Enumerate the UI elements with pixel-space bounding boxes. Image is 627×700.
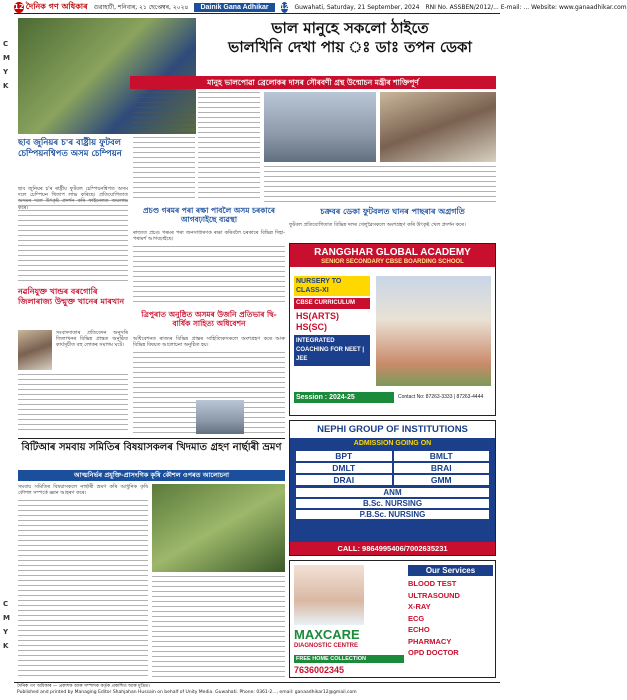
nursery-photo bbox=[152, 484, 285, 572]
maxcare-service-2: ULTRASOUND bbox=[408, 590, 460, 600]
story6-body-lines bbox=[18, 500, 148, 678]
rangghar-title: RANGGHAR GLOBAL ACADEMY bbox=[290, 244, 495, 259]
paper-logo: দৈনিক গণ অধিকাৰ bbox=[25, 1, 88, 11]
story3-title: প্ৰচণ্ড গৰমৰ পৰা ৰক্ষা পাবলৈ অসম চৰকাৰে আগবঢ়াইছে ব্যৱস্থা bbox=[143, 206, 275, 224]
dignitaries-photo bbox=[380, 92, 496, 162]
reg-k-bottom: K bbox=[3, 642, 9, 650]
story2-title: নৱনিযুক্ত খান্ডৰ বৰগোৰি জিলাৰাজ্য উন্মুক্ত খানেৰ মাৰখান bbox=[18, 286, 125, 306]
page-number-badge-2: 12 bbox=[280, 4, 289, 11]
rangghar-nursery: NURSERY TO CLASS-XI bbox=[294, 276, 370, 296]
rangghar-cbse: CBSE CURRICULUM bbox=[294, 298, 370, 309]
story6-rule bbox=[18, 438, 285, 439]
rangghar-session: Session : 2024-25 bbox=[294, 392, 394, 403]
maxcare-doctor-photo bbox=[294, 565, 364, 625]
ad-maxcare bbox=[289, 560, 496, 678]
reg-y-bottom: Y bbox=[3, 628, 9, 636]
story5-title: চক্ৰবৰ ডেকা ফুটবলত ঘানৰ পাছৰাৰ অগ্ৰগতি bbox=[320, 206, 465, 216]
reg-k: K bbox=[3, 82, 9, 90]
rangghar-coaching: INTEGRATED COACHING FOR NEET | JEE bbox=[294, 335, 370, 366]
story3-intro: ৰাজ্যত প্ৰচণ্ড গৰমৰ পৰা জনসাধাৰণক ৰক্ষা কৰিবলৈ চৰকাৰে বিভিন্ন দিহা-পৰামৰ্শ আগবঢ়াইছে। bbox=[133, 230, 285, 243]
headline-line-2: ভালখিনি দেখা পায় ঃ ডাঃ তপন ডেকা bbox=[228, 38, 472, 56]
header-date-english: Guwahati, Saturday, 21 September, 2024 bbox=[294, 4, 420, 11]
maxcare-service-6: PHARMACY bbox=[408, 636, 452, 646]
registration-margin bbox=[0, 0, 14, 700]
nephi-course-5: DRAI bbox=[296, 475, 392, 485]
headline-story-col2 bbox=[198, 92, 260, 202]
maxcare-service-5: ECHO bbox=[408, 625, 430, 634]
header-date-assamese: গুৱাহাটী, শনিবাৰ, ২১ ছেপ্তেম্বৰ, ২০২৪ bbox=[93, 4, 189, 11]
ad-rangghar bbox=[289, 243, 496, 416]
footer-line-1: দৈনিক গণ অধিকাৰ — প্ৰকাশক আৰু সম্পাদক কৰ্তৃক প্ৰকাশিত আৰু মুদ্ৰিত। bbox=[17, 684, 150, 689]
story6-title: বিটিআৰ সমবায় সমিতিৰ বিষয়াসকলৰ খিদমাত গ্ৰহণ নাৰ্ছাৰী ভ্ৰমণ bbox=[21, 442, 282, 453]
page-header bbox=[14, 1, 627, 14]
nephi-admission: ADMISSION GOING ON bbox=[353, 440, 432, 447]
maxcare-phone: 7636002345 bbox=[294, 665, 345, 675]
nephi-course-7: ANM bbox=[296, 488, 489, 497]
event-photo bbox=[196, 400, 244, 434]
footer-line-2: Published and printed by Managing Editor Shahjahan Hussain on behalf of Unity Media. Guwahati. Phone: 0361-2..., email: ganaadhikar12@gmail.com bbox=[17, 689, 357, 695]
maxcare-service-4: ECG bbox=[408, 613, 425, 623]
story4-intro: অধিবেশনত ৰাজ্যৰ বিভিন্ন প্ৰান্তৰ সাহিত্যিকসকলে অংশগ্ৰহণ কৰে আৰু বিভিন্ন বিষয়ত আলোচনা অনুষ্ঠিত হয়। bbox=[133, 336, 285, 349]
story1-body-lines bbox=[18, 200, 128, 284]
story6-subhead: আত্মনিৰ্ভৰ প্ৰযুক্তি-প্ৰাসংগিক কৃষি কৌশল ওপৰত আলোচনা bbox=[18, 470, 285, 481]
maxcare-services-title: Our Services bbox=[408, 565, 493, 576]
maxcare-title: MAXCARE bbox=[294, 627, 360, 642]
story4-title: ত্ৰিপুৰাত অনুষ্ঠিত অসমৰ উজনি প্ৰতিভাৰ দ্বি-বাৰ্ষিক সাহিত্য অধিবেশন bbox=[141, 310, 277, 328]
maxcare-subtitle: DIAGNOSTIC CENTRE bbox=[294, 643, 359, 649]
headline-subhead: মানুহ ভালপোৱা ব্ৰেলোকৰ দাসৰ সৌৰবণী গ্ৰন্থ উন্মোচন মন্ত্ৰীৰ শাক্তিপূৰ্ণ bbox=[130, 76, 496, 89]
story6-body-lines-2 bbox=[152, 576, 285, 678]
story6-intro: সমবায় সমিতিৰ বিষয়াসকলে নাৰ্ছাৰী ভ্ৰমণ কৰি আধুনিক কৃষি কৌশল সম্পৰ্কে জ্ঞান আহৰণ কৰে। bbox=[18, 484, 148, 497]
story2-body-lines bbox=[18, 374, 128, 434]
nephi-course-8: B.Sc. NURSING bbox=[296, 499, 489, 508]
rangghar-contact: Contact No: 87263-3333 | 87263-4444 bbox=[398, 394, 484, 400]
headline-story-col1 bbox=[133, 92, 195, 202]
header-contact: RNI No. ASSBEN/2012/... E-mail: ... Website: www.ganaadhikar.com bbox=[425, 4, 627, 11]
page-number-badge: 12 bbox=[14, 3, 24, 11]
maxcare-free: FREE HOME COLLECTION bbox=[294, 655, 404, 663]
reg-c-bottom: C bbox=[3, 600, 9, 608]
maxcare-service-3: X-RAY bbox=[408, 602, 431, 611]
nephi-course-4: BRAI bbox=[394, 463, 490, 473]
story5-body: ফুটবল প্ৰতিযোগিতাত বিভিন্ন দলৰ খেলুৱৈসকলে অংশগ্ৰহণ কৰি উৎকৃষ্ট খেল প্ৰদৰ্শন কৰে। bbox=[289, 222, 466, 228]
story1-intro: ছাব জুনিয়ৰ চ'ৰ ৰাষ্ট্ৰীয় ফুটবল চেম্পিয়নশ্বিপত অসম দলে চেম্পিয়ন খিতাপ লাভ কৰিছে। প্ৰতিযোগিতাত অসমৰ দলে উৎকৃষ্ট প্ৰদৰ্শন কৰি ফাইনেলত জয়লাভ কৰে। bbox=[18, 186, 128, 211]
story3-body-lines bbox=[133, 246, 285, 306]
nephi-phone: CALL: 9864995406/7002635231 bbox=[290, 542, 495, 555]
maxcare-service-1: BLOOD TEST bbox=[408, 579, 457, 588]
nephi-course-3: DMLT bbox=[296, 463, 392, 473]
main-headline bbox=[200, 16, 500, 74]
nephi-course-2: BMLT bbox=[394, 451, 490, 461]
person-photo bbox=[18, 330, 52, 370]
ad-nephi bbox=[289, 420, 496, 556]
rangghar-building-photo bbox=[376, 276, 491, 386]
nephi-title: NEPHI GROUP OF INSTITUTIONS bbox=[290, 421, 495, 438]
rangghar-hs-sc: HS(SC) bbox=[296, 322, 327, 332]
headline-story-col3 bbox=[264, 166, 496, 202]
reg-m-bottom: M bbox=[3, 614, 10, 622]
masthead: Dainik Gana Adhikar bbox=[194, 3, 274, 12]
rangghar-subtitle: SENIOR SECONDARY CBSE BOARDING SCHOOL bbox=[290, 259, 495, 267]
nephi-course-1: BPT bbox=[296, 451, 392, 461]
rangghar-hs-arts: HS(ARTS) bbox=[296, 311, 339, 321]
book-release-photo bbox=[264, 92, 376, 162]
maxcare-service-7: OPD DOCTOR bbox=[408, 648, 459, 657]
reg-c: C bbox=[3, 40, 9, 48]
story2-body: সংবাদদাতাৰ প্ৰতিবেদন অনুসৰি জিলাখনৰ বিভিন্ন প্ৰান্তত অনুষ্ঠিত কাৰ্যসূচীত বহু লোকৰ সমাগম ঘটে। bbox=[56, 330, 128, 349]
page-footer bbox=[14, 682, 500, 700]
headline-line-1: ভাল মানুহে সকলো ঠাইতে bbox=[271, 19, 429, 37]
reg-m: M bbox=[3, 54, 10, 62]
nephi-course-6: GMM bbox=[394, 475, 490, 485]
reg-y: Y bbox=[3, 68, 9, 76]
story1-title: ছাব জুনিয়ৰ চ'ৰ বাষ্ট্ৰীয় ফুটবল চেম্পিয়নশ্বিপত অসম চেম্পিয়ন bbox=[18, 138, 122, 159]
nephi-course-9: P.B.Sc. NURSING bbox=[296, 510, 489, 519]
